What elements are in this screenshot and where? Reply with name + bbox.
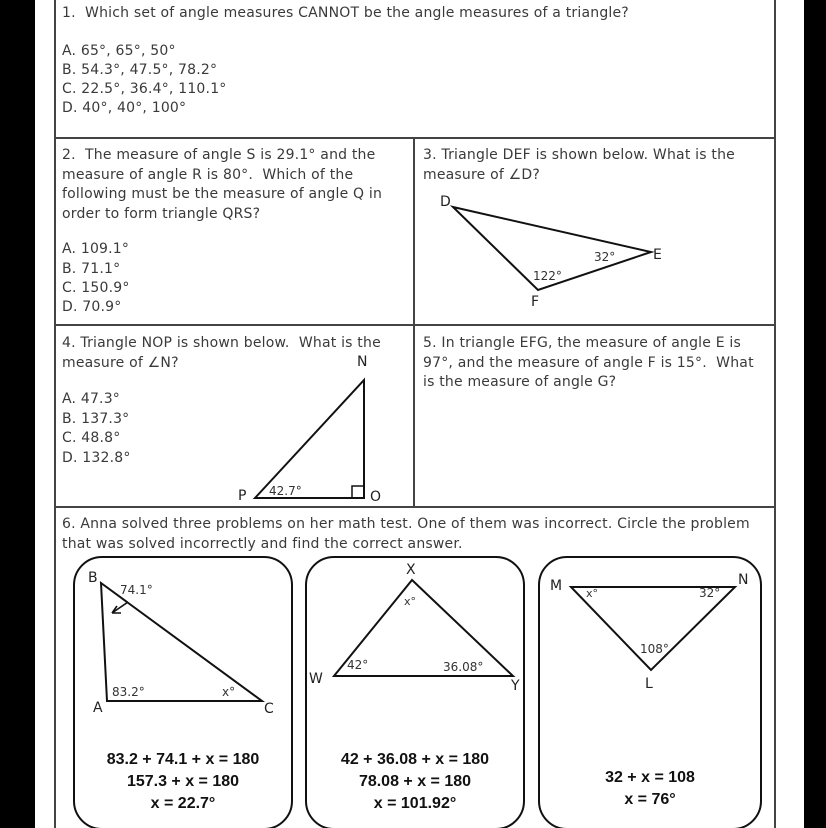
- angle-c-label: x°: [222, 685, 236, 699]
- work-line: x = 76°: [624, 791, 676, 808]
- question-6-text: 6. Anna solved three problems on her math test. One of them was incorrect. Circle the problem that was solved incorrectly and find the correct answer.: [62, 516, 755, 552]
- vertex-a-label: A: [93, 700, 103, 716]
- angle-p-label: 42.7°: [269, 484, 302, 498]
- question-4-text: 4. Triangle NOP is shown below. What is the measure of ∠N?: [62, 335, 386, 371]
- angle-y-label: 36.08°: [443, 660, 484, 674]
- work-line: 83.2 + 74.1 + x = 180: [106, 751, 260, 768]
- vertex-c-label: C: [264, 701, 274, 717]
- q4-option-b: B. 137.3°: [62, 411, 130, 427]
- problem-3-work: [541, 767, 759, 811]
- q4-option-d: D. 132.8°: [62, 450, 131, 466]
- angle-n-label: 32°: [699, 586, 721, 600]
- triangle-nop: [255, 380, 364, 498]
- angle-x-label: x°: [404, 595, 417, 608]
- problem-1-work: [76, 749, 290, 815]
- angle-f-label: 122°: [533, 269, 562, 283]
- angle-a-label: 83.2°: [112, 685, 145, 699]
- vertex-p-label: P: [238, 488, 247, 504]
- question-5-text: 5. In triangle EFG, the measure of angle E is 97°, and the measure of angle F is 15°. What is the measure of angle G?: [423, 335, 759, 390]
- vertex-x-label: X: [406, 562, 416, 578]
- question-1-text: 1. Which set of angle measures CANNOT be the angle measures of a triangle?: [62, 5, 629, 21]
- right-angle-marker: [352, 486, 364, 498]
- triangle-abc: [101, 583, 262, 701]
- work-line: x = 101.92°: [373, 795, 457, 812]
- question-3-text: 3. Triangle DEF is shown below. What is the measure of ∠D?: [423, 147, 740, 183]
- work-line: 157.3 + x = 180: [126, 773, 240, 790]
- q2-option-c: C. 150.9°: [62, 280, 130, 296]
- vertex-b-label: B: [88, 570, 98, 586]
- vertex-m-label: M: [550, 578, 563, 594]
- work-line: 42 + 36.08 + x = 180: [340, 751, 490, 768]
- vertex-y-label: Y: [511, 678, 520, 694]
- q2-option-a: A. 109.1°: [62, 241, 130, 257]
- angle-e-label: 32°: [594, 250, 616, 264]
- q1-option-c: C. 22.5°, 36.4°, 110.1°: [62, 81, 227, 97]
- work-line: x = 22.7°: [150, 795, 216, 812]
- angle-w-label: 42°: [347, 658, 369, 672]
- q1-option-b: B. 54.3°, 47.5°, 78.2°: [62, 62, 218, 78]
- q1-option-a: A. 65°, 65°, 50°: [62, 43, 176, 59]
- angle-arrow-icon: [112, 602, 128, 613]
- work-line: 32 + x = 108: [605, 769, 695, 786]
- q2-option-b: B. 71.1°: [62, 261, 121, 277]
- vertex-n-label: N: [738, 572, 749, 588]
- q4-option-a: A. 47.3°: [62, 391, 121, 407]
- vertex-l-label: L: [645, 676, 653, 692]
- angle-m-label: x°: [586, 587, 599, 600]
- q4-option-c: C. 48.8°: [62, 430, 121, 446]
- vertex-d-label: D: [440, 194, 451, 210]
- vertex-f-label: F: [531, 294, 540, 310]
- angle-l-label: 108°: [640, 642, 669, 656]
- vertex-e-label: E: [653, 247, 662, 263]
- vertex-o-label: O: [370, 489, 382, 505]
- angle-b-label: 74.1°: [120, 583, 153, 597]
- q2-option-d: D. 70.9°: [62, 299, 122, 315]
- question-2-text: 2. The measure of angle S is 29.1° and the measure of angle R is 80°. Which of the following must be the measure of angle Q in order to form triangle QRS?: [62, 147, 387, 222]
- q1-option-d: D. 40°, 40°, 100°: [62, 100, 187, 116]
- vertex-w-label: W: [309, 671, 323, 687]
- work-line: 78.08 + x = 180: [358, 773, 472, 790]
- vertex-n-label: N: [357, 354, 368, 370]
- problem-2-work: [308, 749, 522, 815]
